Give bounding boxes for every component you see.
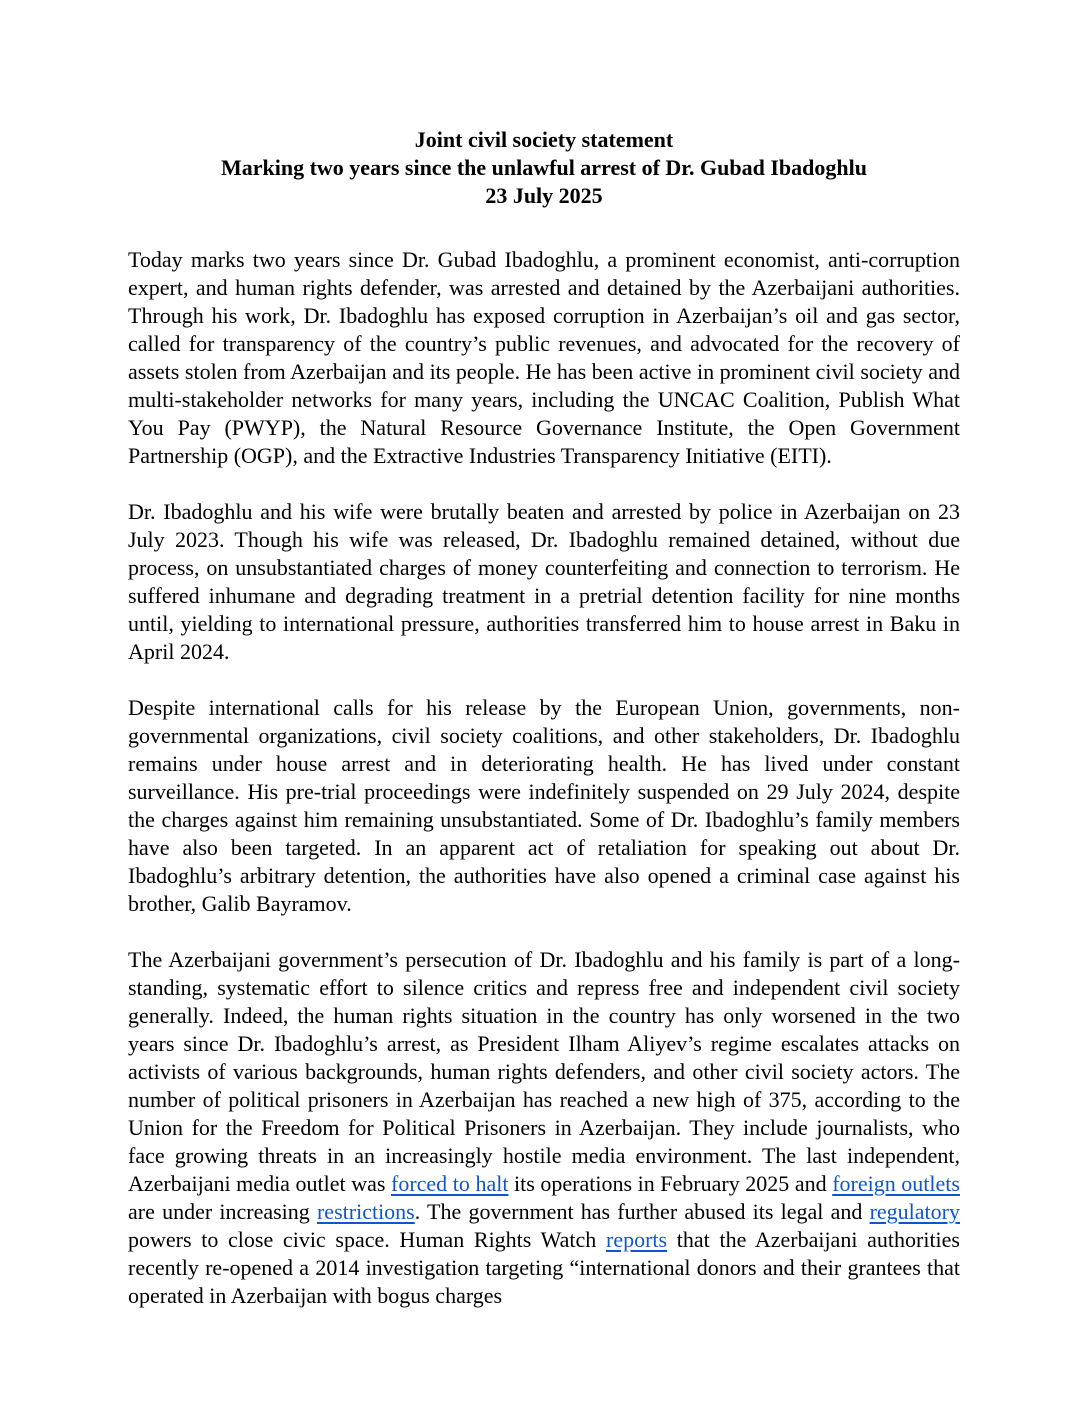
document-title — [128, 126, 960, 210]
document-body — [128, 246, 960, 1310]
text-run: Dr. Ibadoghlu and his wife were brutally beaten and arrested by police in Azerbaijan on 23 July 2023. Though his wife was released, Dr. Ibadoghlu remained detained, without due process, on unsubstantiated charges of money counterfeiting and connection to terrorism. He suffered inhumane and degrading treatment in a pretrial detention facility for nine months until, yielding to international pressure, authorities transferred him to house arrest in Baku in April 2024. — [128, 499, 960, 664]
text-run: are under increasing — [128, 1199, 317, 1224]
title-line-1: Joint civil society statement — [414, 127, 674, 152]
paragraph-3 — [128, 694, 960, 918]
paragraph-1 — [128, 246, 960, 470]
text-run: its operations in February 2025 and — [508, 1171, 833, 1196]
text-run: that the Azerbaijani authorities recently re-opened a 2014 investigation targeting “international donors and their grantees that operated in Azerbaijan with bogus charges — [128, 1227, 960, 1308]
link-regulatory[interactable]: regulatory — [869, 1199, 960, 1224]
text-run: . The government has further abused its legal and — [414, 1199, 870, 1224]
paragraph-4 — [128, 946, 960, 1310]
link-reports[interactable]: reports — [606, 1227, 668, 1252]
title-line-2: Marking two years since the unlawful arrest of Dr. Gubad Ibadoghlu — [220, 155, 867, 180]
title-line-3: 23 July 2025 — [485, 183, 603, 208]
text-run: Despite international calls for his release by the European Union, governments, non-governmental organizations, civil society coalitions, and other stakeholders, Dr. Ibadoghlu remains under house arrest and in deteriorating health. He has lived under constant surveillance. His pre-trial proceedings were indefinitely suspended on 29 July 2024, despite the charges against him remaining unsubstantiated. Some of Dr. Ibadoghlu’s family members have also been targeted. In an apparent act of retaliation for speaking out about Dr. Ibadoghlu’s arbitrary detention, the authorities have also opened a criminal case against his brother, Galib Bayramov. — [128, 695, 960, 916]
text-run: The Azerbaijani government’s persecution of Dr. Ibadoghlu and his family is part of a long-standing, systematic effort to silence critics and repress free and independent civil society generally. Indeed, the human rights situation in the country has only worsened in the two years since Dr. Ibadoghlu’s arrest, as President Ilham Aliyev’s regime escalates attacks on activists of various backgrounds, human rights defenders, and other civil society actors. The number of political prisoners in Azerbaijan has reached a new high of 375, according to the Union for the Freedom for Political Prisoners in Azerbaijan. They include journalists, who face growing threats in an increasingly hostile media environment. The last independent, Azerbaijani media outlet was — [128, 947, 960, 1196]
paragraph-2 — [128, 498, 960, 666]
text-run: powers to close civic space. Human Rights Watch — [128, 1227, 606, 1252]
text-run: Today marks two years since Dr. Gubad Ibadoghlu, a prominent economist, anti-corruption expert, and human rights defender, was arrested and detained by the Azerbaijani authorities. Through his work, Dr. Ibadoghlu has exposed corruption in Azerbaijan’s oil and gas sector, called for transparency of the country’s public revenues, and advocated for the recovery of assets stolen from Azerbaijan and its people. He has been active in prominent civil society and multi-stakeholder networks for many years, including the UNCAC Coalition, Publish What You Pay (PWYP), the Natural Resource Governance Institute, the Open Government Partnership (OGP), and the Extractive Industries Transparency Initiative (EITI). — [128, 247, 960, 468]
link-forced-to-halt[interactable]: forced to halt — [391, 1171, 509, 1196]
link-foreign-outlets[interactable]: foreign outlets — [832, 1171, 960, 1196]
link-restrictions[interactable]: restrictions — [316, 1199, 415, 1224]
